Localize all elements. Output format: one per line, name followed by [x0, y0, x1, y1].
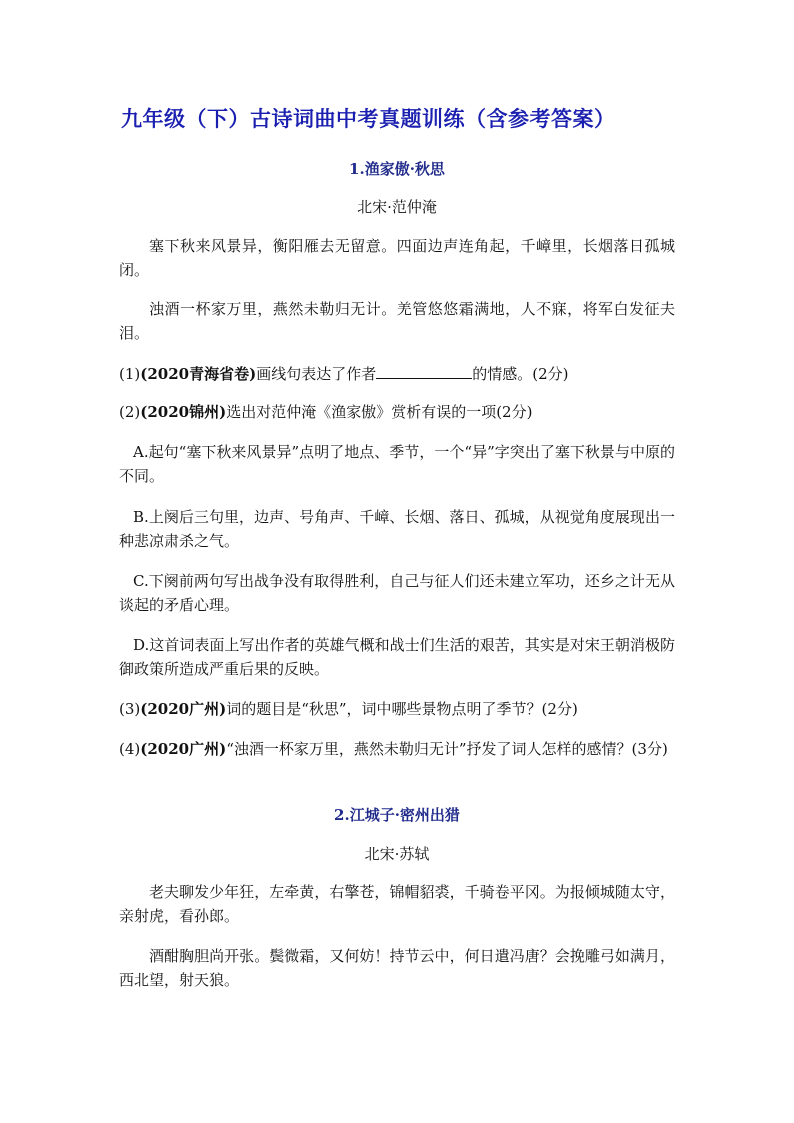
question-number: (4)	[119, 740, 141, 758]
question-source: (2020广州)	[140, 700, 227, 718]
page-title: 九年级（下）古诗词曲中考真题训练（含参考答案）	[121, 107, 616, 131]
question-text: “浊酒一杯家万里，燕然未勒归无计”抒发了词人怎样的感情？(3分)	[226, 740, 668, 758]
poem-1-title: 1.渔家傲·秋思	[349, 160, 445, 178]
option-a[interactable]: A.起句“塞下秋来风景异”点明了地点、季节，一个“异”字突出了塞下秋景与中原的不同。	[119, 443, 675, 485]
option-b[interactable]: B.上阕后三句里，边声、号角声、千嶂、长烟、落日、孤城，从视觉角度展现出一种悲凉肃杀之气。	[119, 508, 675, 550]
question-3	[119, 697, 675, 721]
question-text-after: 的情感。(2分)	[472, 365, 569, 383]
poem-1-stanza-2: 浊酒一杯家万里，燕然未勒归无计。羌管悠悠霜满地，人不寐，将军白发征夫泪。	[119, 300, 675, 342]
poem-2-author: 北宋·苏轼	[364, 845, 430, 863]
question-source: (2020锦州)	[140, 403, 227, 421]
question-text: 画线句表达了作者	[256, 365, 377, 383]
question-1	[119, 362, 675, 386]
question-text: 选出对范仲淹《渔家傲》赏析有误的一项(2分)	[226, 403, 533, 421]
poem-2-stanza-1: 老夫聊发少年狂，左牵黄，右擎苍，锦帽貂裘，千骑卷平冈。为报倾城随太守，亲射虎，看孙郎。	[119, 883, 675, 925]
question-number: (3)	[119, 700, 141, 718]
question-source: (2020广州)	[140, 740, 227, 758]
poem-2-stanza-2: 酒酣胸胆尚开张。鬓微霜，又何妨！持节云中，何日遣冯唐？会挽雕弓如满月，西北望，射天狼。	[119, 947, 675, 989]
poem-1-author: 北宋·范仲淹	[357, 198, 437, 216]
option-c[interactable]: C.下阕前两句写出战争没有取得胜利，自己与征人们还未建立军功，还乡之计无从谈起的矛盾心理。	[119, 572, 675, 614]
question-4	[119, 737, 675, 761]
question-text: 词的题目是“秋思”，词中哪些景物点明了季节？(2分)	[226, 700, 578, 718]
poem-2-title: 2.江城子·密州出猎	[334, 806, 460, 824]
poem-1-stanza-1: 塞下秋来风景异，衡阳雁去无留意。四面边声连角起，千嶂里，长烟落日孤城闭。	[119, 237, 675, 279]
question-2	[119, 400, 675, 424]
question-source: (2020青海省卷)	[140, 365, 257, 383]
question-number: (1)	[119, 365, 141, 383]
question-number: (2)	[119, 403, 141, 421]
option-d[interactable]: D.这首词表面上写出作者的英雄气概和战士们生活的艰苦，其实是对宋王朝消极防御政策所造成严重后果的反映。	[119, 636, 675, 678]
answer-blank[interactable]	[376, 363, 472, 379]
